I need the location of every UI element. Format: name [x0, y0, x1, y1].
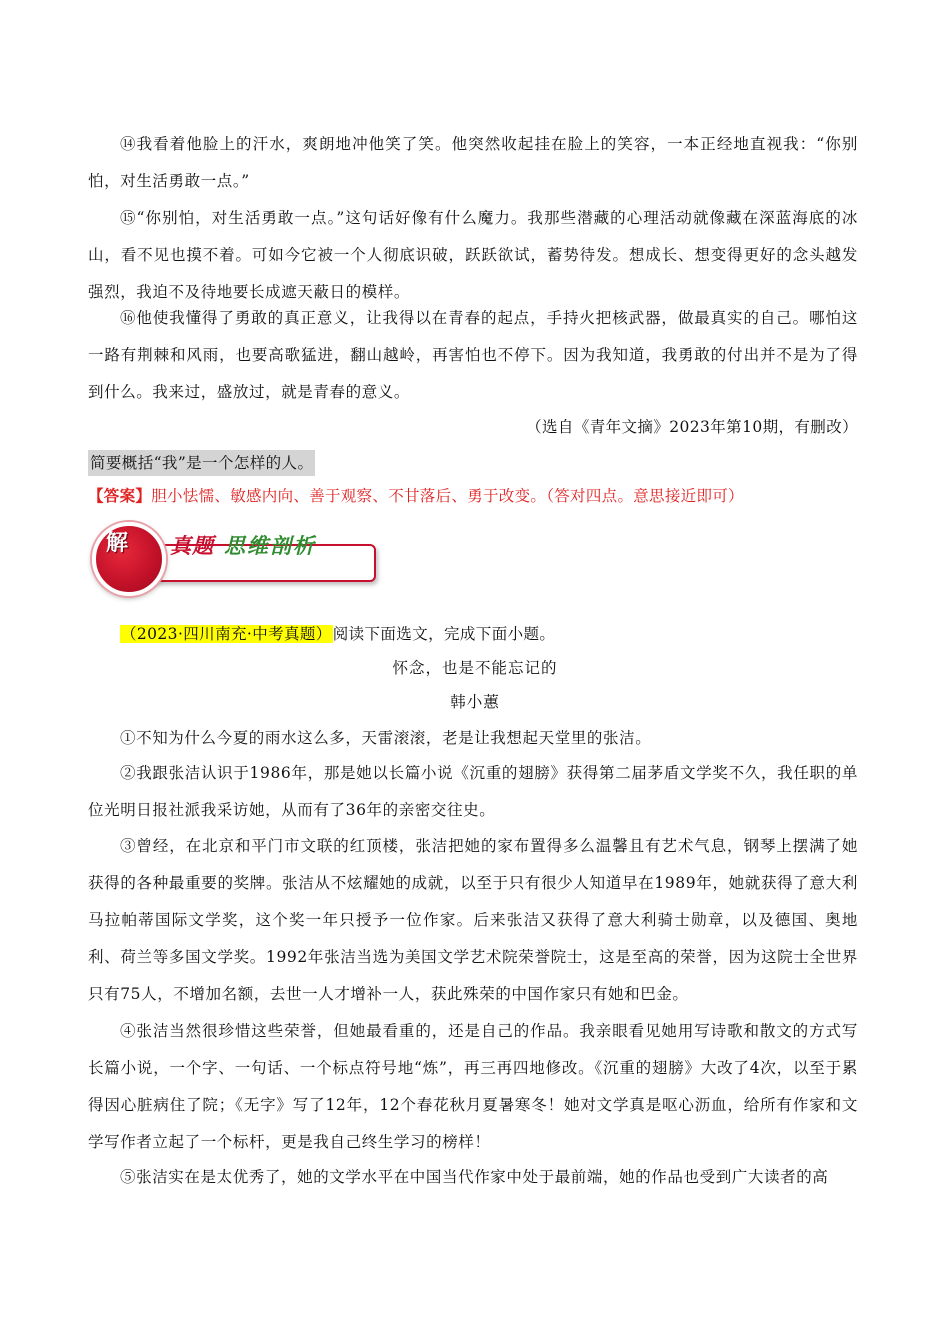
- exam-source-tag: （2023·四川南充·中考真题）: [121, 625, 332, 643]
- article-paragraph-5: ⑤张洁实在是太优秀了，她的文学水平在中国当代作家中处于最前端，她的作品也受到广大读者的高: [120, 1168, 829, 1186]
- paragraph-15: ⑮“你别怕，对生活勇敢一点。”这句话好像有什么魔力。我那些潜藏的心理活动就像藏在深蓝海底的冰山，看不见也摸不着。可如今它被一个人彻底识破，跃跃欲试，蓄势待发。想成长、想变得更好的念头越发强烈，我迫不及待地要长成遮天蔽日的模样。: [88, 209, 858, 301]
- section-banner: [92, 522, 382, 596]
- paragraph-14: ⑭我看着他脸上的汗水，爽朗地冲他笑了笑。他突然收起挂在脸上的笑容，一本正经地直视我：“你别怕，对生活勇敢一点。”: [88, 135, 858, 190]
- banner-circle-badge: [92, 522, 166, 596]
- article-paragraph-3: ③曾经，在北京和平门市文联的红顶楼，张洁把她的家布置得多么温馨且有艺术气息，钢琴上摆满了她获得的各种最重要的奖牌。张洁从不炫耀她的成就，以至于只有很少人知道早在1989年，她就获得了意大利马拉帕蒂国际文学奖，这个奖一年只授予一位作家。后来张洁又获得了意大利骑士勋章，以及德国、奥地利、荷兰等多国文学奖。1992年张洁当选为美国文学艺术院荣誉院士，这是至高的荣誉，因为这院士全世界只有75人，不增加名额，去世一人才增补一人，获此殊荣的中国作家只有她和巴金。: [88, 837, 858, 1003]
- question-text: 简要概括“我”是一个怎样的人。: [88, 450, 315, 476]
- answer-text: 胆小怯懦、敏感内向、善于观察、不甘落后、勇于改变。（答对四点。意思接近即可）: [151, 487, 744, 505]
- banner-title-red: 真题: [170, 534, 214, 558]
- paragraph-16: ⑯他使我懂得了勇敢的真正意义，让我得以在青春的起点，手持火把核武器，做最真实的自己。哪怕这一路有荆棘和风雨，也要高歌猛进，翻山越岭，再害怕也不停下。因为我知道，我勇敢的付出并不是为了得到什么。我来过，盛放过，就是青春的意义。: [88, 309, 858, 401]
- source-citation: （选自《青年文摘》2023年第10期，有删改）: [526, 418, 858, 436]
- article-paragraph-4: ④张洁当然很珍惜这些荣誉，但她最看重的，还是自己的作品。我亲眼看见她用写诗歌和散文的方式写长篇小说，一个字、一句话、一个标点符号地“炼”，再三再四地修改。《沉重的翅膀》大改了4次，以至于累得因心脏病住了院；《无字》写了12年，12个春花秋月夏暑寒冬！她对文学真是呕心沥血，给所有作家和文学写作者立起了一个标杆，更是我自己终生学习的榜样！: [88, 1022, 858, 1151]
- article-paragraph-2: ②我跟张洁认识于1986年，那是她以长篇小说《沉重的翅膀》获得第二届茅盾文学奖不久，我任职的单位光明日报社派我采访她，从而有了36年的亲密交往史。: [88, 764, 858, 819]
- exam-instruction: 阅读下面选文，完成下面小题。: [332, 625, 556, 643]
- article-author: 韩小蕙: [450, 693, 500, 711]
- banner-badge-char: 解: [106, 531, 129, 556]
- answer-tag: 【答案】: [88, 486, 152, 505]
- exam-intro: [120, 620, 555, 648]
- article-paragraph-1: ①不知为什么今夏的雨水这么多，天雷滚滚，老是让我想起天堂里的张洁。: [120, 729, 652, 747]
- banner-title-green: 思维剖析: [224, 534, 316, 558]
- article-title: 怀念，也是不能忘记的: [392, 659, 558, 677]
- answer-line: [88, 482, 744, 510]
